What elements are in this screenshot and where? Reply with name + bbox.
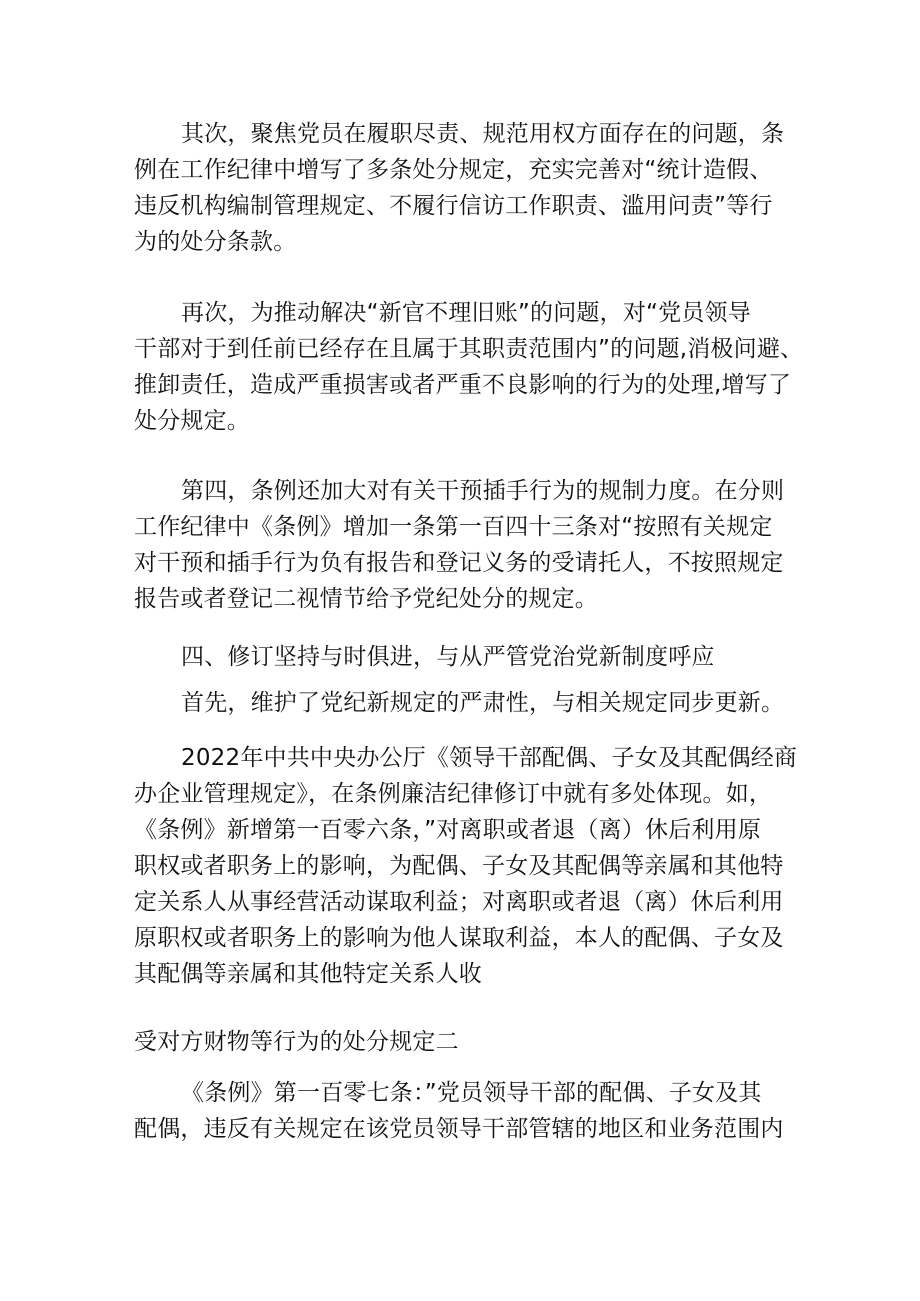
text-line-16: 办企业管理规定》，在条例廉洁纪律修订中就有多处体现。如， bbox=[134, 781, 773, 807]
text-line-11: 对干预和插手行为负有报告和登记义务的受请托人，不按照规定 bbox=[134, 550, 784, 576]
text-line-21: 其配偶等亲属和其他特定关系人收 bbox=[134, 961, 482, 987]
text-line-2: 例在工作纪律中增写了多条处分规定，充实完善对“统计造假、 bbox=[134, 157, 773, 183]
text-line-1: 其次，聚焦党员在履职尽责、规范用权方面存在的问题，条 bbox=[181, 121, 785, 147]
text-line-9: 第四，条例还加大对有关干预插手行为的规制力度。在分则 bbox=[181, 478, 785, 504]
text-line-12: 报告或者登记二视情节给予党纪处分的规定。 bbox=[134, 586, 598, 612]
text-line-14: 首先，维护了党纪新规定的严肃性，与相关规定同步更新。 bbox=[181, 690, 785, 716]
text-line-3: 违反机构编制管理规定、不履行信访工作职责、滥用问责”等行 bbox=[134, 193, 773, 219]
text-line-22: 受对方财物等行为的处分规定二 bbox=[134, 1029, 459, 1055]
text-line-18: 职权或者职务上的影响，为配偶、子女及其配偶等亲属和其他特 bbox=[134, 853, 784, 879]
text-line-4: 为的处分条款。 bbox=[134, 229, 297, 255]
text-line-15: 2022年中共中央办公厅《领导干部配偶、子女及其配偶经商 bbox=[181, 745, 798, 771]
text-line-20: 原职权或者职务上的影响为他人谋取利益，本人的配偶、子女及 bbox=[134, 925, 784, 951]
text-line-10: 工作纪律中《条例》增加一条第一百四十三条对“按照有关规定 bbox=[134, 514, 773, 540]
text-line-24: 配偶，违反有关规定在该党员领导干部管辖的地区和业务范围内 bbox=[134, 1116, 784, 1142]
text-line-7: 推卸责任，造成严重损害或者严重不良影响的行为的处理,增写了 bbox=[134, 372, 792, 398]
text-line-8: 处分规定。 bbox=[134, 408, 250, 434]
text-line-19: 定关系人从事经营活动谋取利益；对离职或者退（离）休后利用 bbox=[134, 889, 784, 915]
text-line-5: 再次，为推动解决“新官不理旧账”的问题，对“党员领导 bbox=[181, 300, 751, 326]
text-line-23: 《条例》第一百零七条：”党员领导干部的配偶、子女及其 bbox=[181, 1080, 762, 1106]
section-heading: 四、修订坚持与时俱进，与从严管党治党新制度呼应 bbox=[181, 644, 715, 670]
text-line-6: 干部对于到任前已经存在且属于其职责范围内”的问题,消极问避、 bbox=[134, 336, 804, 362]
text-line-17: 《条例》新增第一百零六条，”对离职或者退（离）休后利用原 bbox=[134, 817, 762, 843]
